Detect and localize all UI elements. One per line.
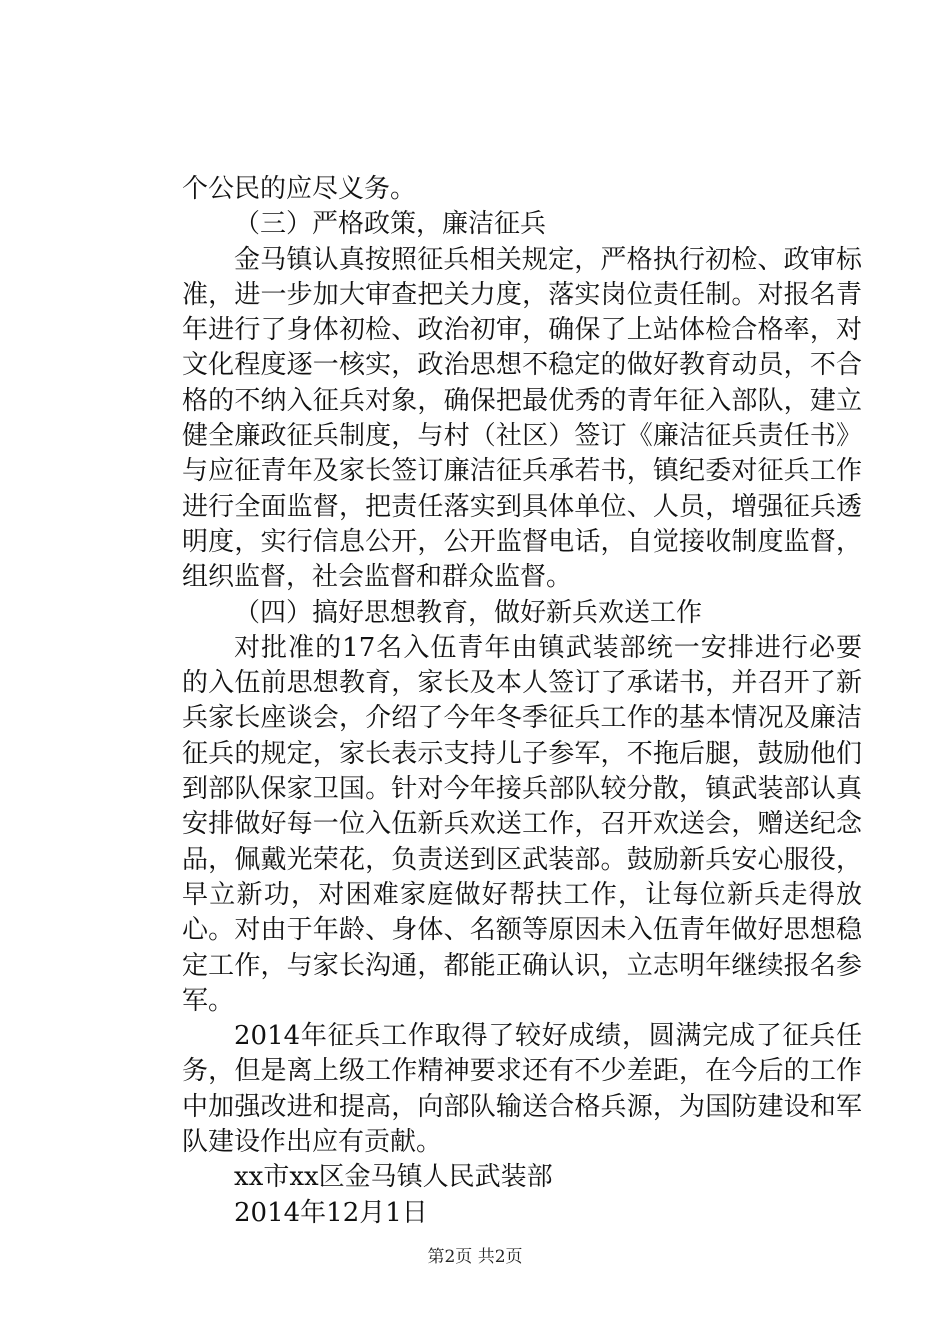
section-heading-4: （四）搞好思想教育，做好新兵欢送工作 xyxy=(234,597,703,628)
page-number-footer: 第2页 共2页 xyxy=(427,1247,523,1267)
paragraph-summary: 2014年征兵工作取得了较好成绩，圆满完成了征兵任务，但是离上级工作精神要求还有不少差距，在今后的工作中加强改进和提高，向部队输送合格兵源，为国防建设和军队建设作出应有贡献。 xyxy=(182,1021,862,1158)
signature-organization: xx市xx区金马镇人民武装部 xyxy=(234,1162,553,1193)
paragraph-education: 对批准的17名入伍青年由镇武装部统一安排进行必要的入伍前思想教育，家长及本人签订了承诺书，并召开了新兵家长座谈会，介绍了今年冬季征兵工作的基本情况及廉洁征兵的规定，家长表示支持儿子参军，不拖后腿，鼓励他们到部队保家卫国。针对今年接兵部队较分散，镇武装部认真安排做好每一位入伍新兵欢送工作，召开欢送会，赠送纪念品，佩戴光荣花，负责送到区武装部。鼓励新兵安心服役，早立新功，对困难家庭做好帮扶工作，让每位新兵走得放心。对由于年龄、身体、名额等原因未入伍青年做好思想稳定工作，与家长沟通，都能正确认识，立志明年继续报名参军。 xyxy=(182,632,862,1016)
section-heading-3: （三）严格政策，廉洁征兵 xyxy=(234,209,547,240)
paragraph-integrity: 金马镇认真按照征兵相关规定，严格执行初检、政审标准，进一步加大审查把关力度，落实岗位责任制。对报名青年进行了身体初检、政治初审，确保了上站体检合格率，对文化程度逐一核实，政治思想不稳定的做好教育动员，不合格的不纳入征兵对象，确保把最优秀的青年征入部队，建立健全廉政征兵制度，与村（社区）签订《廉洁征兵责任书》与应征青年及家长签订廉洁征兵承若书，镇纪委对征兵工作进行全面监督，把责任落实到具体单位、人员，增强征兵透明度，实行信息公开，公开监督电话，自觉接收制度监督，组织监督，社会监督和群众监督。 xyxy=(182,244,862,593)
paragraph-continuation: 个公民的应尽义务。 xyxy=(182,174,417,204)
signature-date: 2014年12月1日 xyxy=(234,1197,428,1228)
document-body xyxy=(182,172,862,1231)
